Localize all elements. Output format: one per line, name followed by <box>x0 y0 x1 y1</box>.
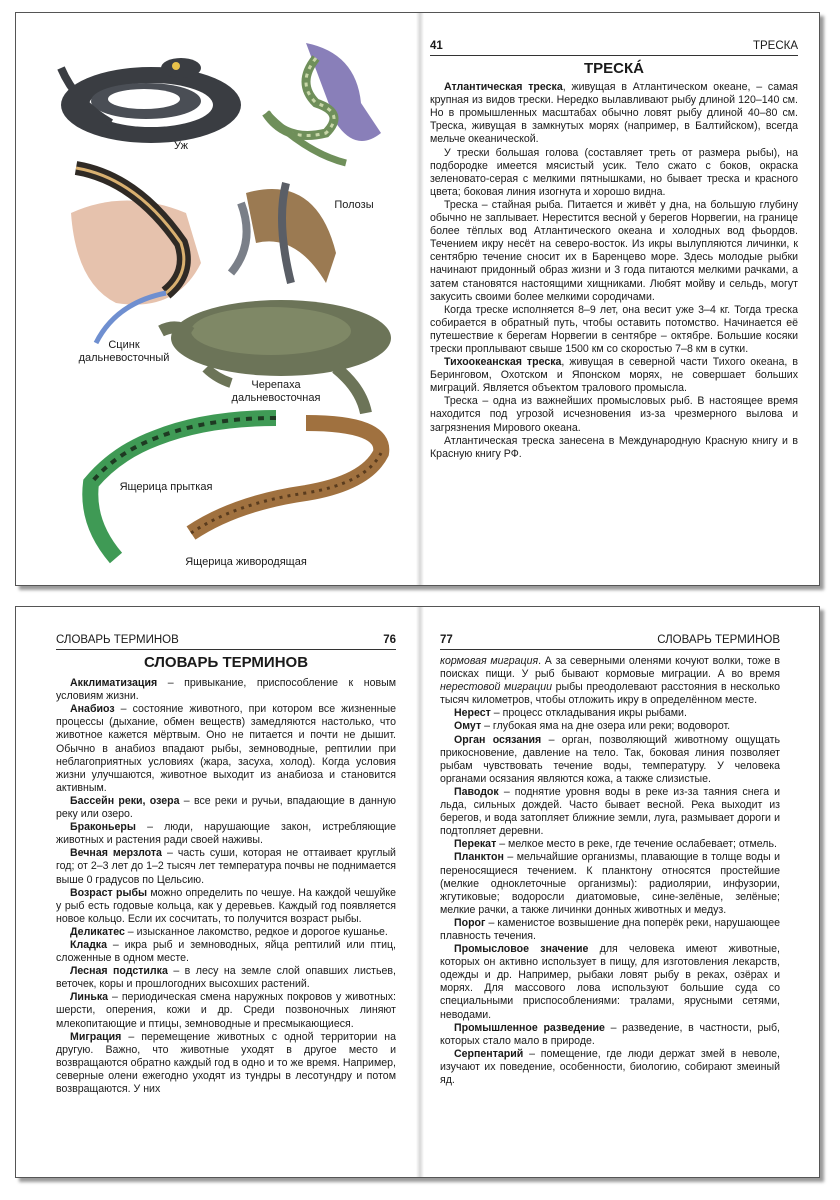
paragraph-text: – привыкание, приспособление к новым условиям жизни. <box>56 677 396 703</box>
paragraph-text: – мелкое место в реке, где течение ослабевает; отмель. <box>496 838 777 851</box>
running-header <box>440 633 780 650</box>
paragraph-text: – люди, нарушающие закон, истребляющие животных и растения ради своей наживы. <box>56 821 396 847</box>
glossary-entry <box>440 734 780 786</box>
glossary-continuation: кормовая миграция. А за северными оленями кочуют волки, тоже в поисках пищи. У рыб бывают кормовые миграции. А во время нерестовой миграции рыбы преодолевают расстояния в несколько тысяч километров, чтобы отложить икру в определённом месте. <box>440 655 780 707</box>
paragraph-text: – помещение, где люди держат змей в неволе, изучают их поведение, особенности, биологию, собирают змеиный яд. <box>440 1047 780 1086</box>
caption-scink: Сцинк дальневосточный <box>78 339 170 364</box>
glossary-term: Миграция <box>70 1030 122 1043</box>
reptile-illustrations <box>16 13 416 585</box>
glossary-term: Бассейн реки, озера <box>70 794 180 807</box>
glossary-term: Деликатес <box>70 925 125 938</box>
book-spread-bottom <box>15 606 820 1178</box>
bold-phrase: Атлантическая треска <box>444 81 563 94</box>
running-header <box>56 633 396 650</box>
glossary-entry <box>56 926 396 939</box>
running-head: СЛОВАРЬ ТЕРМИНОВ <box>56 633 179 646</box>
paragraph-text: – орган, позволяющий животному ощущать прикосновение, давление на тело. Так, боковая линия позволяет рыбам чувствовать течение воды, температуру. У человека органами осязания являются кожа, а также слизистые. <box>440 733 780 785</box>
glossary-entry <box>56 795 396 821</box>
caption-polozy: Полозы <box>334 199 374 211</box>
paragraph-text: – периодическая смена наружных покровов у животных: шерсти, оперения, кожи и др. Среди позвоночных линяют млекопитающие и птицы, земноводные и пресмыкающиеся. <box>56 991 396 1030</box>
paragraph-text: Треска – стайная рыба. Питается и живёт у дна, на большую глубину обычно не заплывает. Нерестится весной у берегов Норвегии, на границе более тёплых вод Атлантического океана и холодных вод фьордов. Течением икру несёт на северо-восток. Из икры вылупляются личинки, к сентябрю течение сносит их в Баренцево море. Здесь молодые рыбки начинают придонный образ жизни и 3 года питаются мелкими рачками, а затем становятся настоящими хищниками. Любят мойву и сельдь, могут закусить своими более мелкими сородичами. <box>430 198 798 303</box>
glossary-term: Промышленное разведение <box>454 1021 605 1034</box>
paragraph-text: , живущая в Атлантическом океане, – самая крупная из видов трески. Нередко вылавливают рыбу длиной 120–140 см. Но в промышленных масштабах обычно ловят рыбу длиной 40–80 см. Треска, живущая в замкнутых морях (например, в Балтийском), всегда мельче океанической. <box>430 81 798 146</box>
glossary-term: Лесная подстилка <box>70 965 168 978</box>
paragraph-text: для человека имеют животные, которых он активно использует в пищу, для изготовления лекарств, одежды и др. Например, рыбаки ловят рыбу в реках, озёрах и морях. Для массового лова используют большие суда со специальными приспособлениями: тралами, ярусными сетями, неводами. <box>440 943 780 1021</box>
glossary-entry <box>56 847 396 886</box>
paragraph-text: Когда треске исполняется 8–9 лет, она весит уже 3–4 кг. Тогда треска собирается в обратный путь, чтобы оставить потомство. Начинается её путешествие к берегам Норвегии в сентябре – октябре. Большие косяки трески проплывают свыше 1500 км со скоростью 7–8 км в сутки. <box>430 303 798 355</box>
glossary-term: Серпентарий <box>454 1047 524 1060</box>
article-paragraph <box>430 199 798 304</box>
grass-snake-illustration <box>61 58 241 143</box>
glossary-term: Орган осязания <box>454 733 542 746</box>
paragraph-text: можно определить по чешуе. На каждой чешуйке у рыб есть годовые кольца, как у деревьев. Каждый год появляется новое кольцо. Если их сосчитать, то получится возраст рыбы. <box>56 886 397 925</box>
paragraph-text: Атлантическая треска занесена в Международную Красную книгу и в Красную книгу РФ. <box>430 434 798 460</box>
glossary-entry <box>56 677 396 703</box>
page-number: 41 <box>430 39 443 52</box>
glossary-entry <box>440 943 780 1022</box>
article-paragraph <box>430 435 798 461</box>
bold-phrase: Тихоокеанская треска <box>444 356 562 369</box>
glossary-term: Паводок <box>454 785 499 798</box>
page-fold <box>416 13 424 585</box>
paragraph-text: – все реки и ручьи, впадающие в данную реку или озеро. <box>56 794 397 821</box>
running-header <box>430 39 798 56</box>
glossary-term: Браконьеры <box>70 821 136 834</box>
glossary-entry <box>440 720 780 733</box>
glossary-entry <box>440 838 780 851</box>
glossary-entry <box>56 821 396 847</box>
glossary-term: Акклиматизация <box>70 677 158 690</box>
glossary-term: Порог <box>454 916 486 929</box>
paragraph-text: У трески большая голова (составляет треть от размера рыбы), на подбородке имеется мясистый усик. Тело сжато с боков, окраска зеленовато-серая с мелкими пятнышками, но бывает треска и красного цвета; боковая линия изогнута и хорошо видна. <box>430 146 798 198</box>
book-spread-top <box>15 12 820 586</box>
article-paragraph <box>430 147 798 199</box>
glossary-entry <box>440 851 780 916</box>
glossary-term: Омут <box>454 720 482 733</box>
paragraph-text: – икра рыб и земноводных, яйца рептилий или птиц, сложенные в одном месте. <box>56 938 396 965</box>
glossary-term: Планктон <box>454 851 504 864</box>
article-paragraph <box>430 395 798 434</box>
article-title: ТРЕСКÁ <box>584 60 644 77</box>
caption-lizard-prytk: Ящерица прыткая <box>119 481 213 493</box>
running-head: ТРЕСКА <box>752 39 798 52</box>
caption-lizard-zhiv: Ящерица живородящая <box>185 556 307 568</box>
paragraph-text: – перемещение животных с одной территории на другую. Важно, что животные уходят в другое место и возвращаются обратно каждый год в одно и то же время. Например, северные олени ежегодно уходят из тундры в лесотундру и потом возвращаются. У них <box>56 1030 396 1095</box>
paragraph-text: – поднятие уровня воды в реке из-за таяния снега и льда, сильных дождей. Часто бывает весной. Река выходит из берегов, и вода затопляет ближние земли, луга, размывает дороги и подтопляет деревни. <box>440 785 780 838</box>
paragraph-text: Треска – одна из важнейших промысловых рыб. В настоящее время находится под угрозой исчезновения из-за чрезмерного вылова и загрязнения Мирового океана. <box>430 395 798 434</box>
glossary-term: Нерест <box>454 707 491 720</box>
paragraph-text: – глубокая яма на дне озера или реки; водоворот. <box>481 720 731 733</box>
glossary-term: Кладка <box>70 938 108 951</box>
glossary-entry <box>440 1048 780 1087</box>
article-paragraph <box>430 356 798 395</box>
rat-snake-illustration <box>266 43 381 163</box>
polozy-illustration <box>231 183 336 283</box>
glossary-entry <box>56 939 396 965</box>
glossary-entry <box>440 786 780 838</box>
caption-uzh: Уж <box>174 140 188 152</box>
running-head: СЛОВАРЬ ТЕРМИНОВ <box>657 633 780 646</box>
glossary-page-76 <box>56 607 396 1177</box>
paragraph-text: – каменистое возвышение дна поперёк реки, нарушающее плавность течения. <box>440 916 780 942</box>
glossary-entries <box>440 707 780 1087</box>
glossary-entry <box>56 703 396 795</box>
glossary-entry <box>56 965 396 991</box>
glossary-term: Вечная мерзлота <box>70 847 162 860</box>
page-fold <box>416 607 424 1177</box>
glossary-entry <box>440 707 780 720</box>
glossary-term: Анабиоз <box>70 703 115 716</box>
article-paragraph <box>430 304 798 356</box>
glossary-term: Возраст рыбы <box>70 886 148 899</box>
glossary-term: Перекат <box>454 838 497 851</box>
paragraph-text: – часть суши, которая не оттаивает круглый год; от 2–3 лет до 1–2 тысяч лет температура почвы не поднимается выше 0 градусов по Цельсию. <box>56 847 396 886</box>
glossary-page-77 <box>440 607 780 1177</box>
glossary-entry <box>440 917 780 943</box>
illustration-page <box>16 13 416 585</box>
glossary-entry <box>56 887 396 926</box>
paragraph-text: – процесс откладывания икры рыбами. <box>490 707 687 720</box>
page-number: 77 <box>440 633 453 646</box>
glossary-term: Промысловое значение <box>454 943 589 956</box>
paragraph-text: – мельчайшие организмы, плавающие в толще воды и переносящиеся течением. К планктону относятся простейшие (мелкие одноклеточные организмы): радиолярии, инфузории, жгутиковые; водоросли диатомовые, сине-зелёные, зелёные; мелкие рачки, а также личинки донных животных и медуз. <box>440 851 780 916</box>
paragraph-text: – в лесу на земле слой опавших листьев, веточек, коры и прошлогодних высохших растений. <box>56 965 396 991</box>
caption-turtle: Черепаха дальневосточная <box>231 379 321 404</box>
viviparous-lizard-illustration <box>191 423 381 533</box>
paragraph-text: – состояние животного, при котором все жизненные процессы (дыхание, обмен веществ) замедляются настолько, что животное кажется мёртвым. Оно не питается и почти не дышит. Обычно в анабиоз впадают рыбы, земноводные, рептилии при неблагоприятных условиях (жара, засуха, холод). Когда условия жизни улучшаются, животное выходит из анабиоза и становится активным. <box>56 703 396 794</box>
glossary-entries <box>56 677 396 1096</box>
glossary-entry <box>56 1031 396 1096</box>
glossary-entry <box>440 1022 780 1048</box>
page-number: 76 <box>383 633 396 646</box>
glossary-entry <box>56 991 396 1030</box>
paragraph-text: – изысканное лакомство, редкое и дорогое кушанье. <box>124 925 388 938</box>
glossary-term: Линька <box>70 991 109 1004</box>
article-body <box>430 81 798 461</box>
paragraph-text: , живущая в северной части Тихого океана, в Беринговом, Охотском и Японском морях, не совершает больших миграций. Является объектом тралового промысла. <box>430 356 799 395</box>
article-paragraph <box>430 81 798 146</box>
glossary-title: СЛОВАРЬ ТЕРМИНОВ <box>143 654 309 671</box>
paragraph-text: – разведение, в частности, рыб, которых стало мало в природе. <box>440 1021 780 1047</box>
article-page-41 <box>430 13 798 585</box>
